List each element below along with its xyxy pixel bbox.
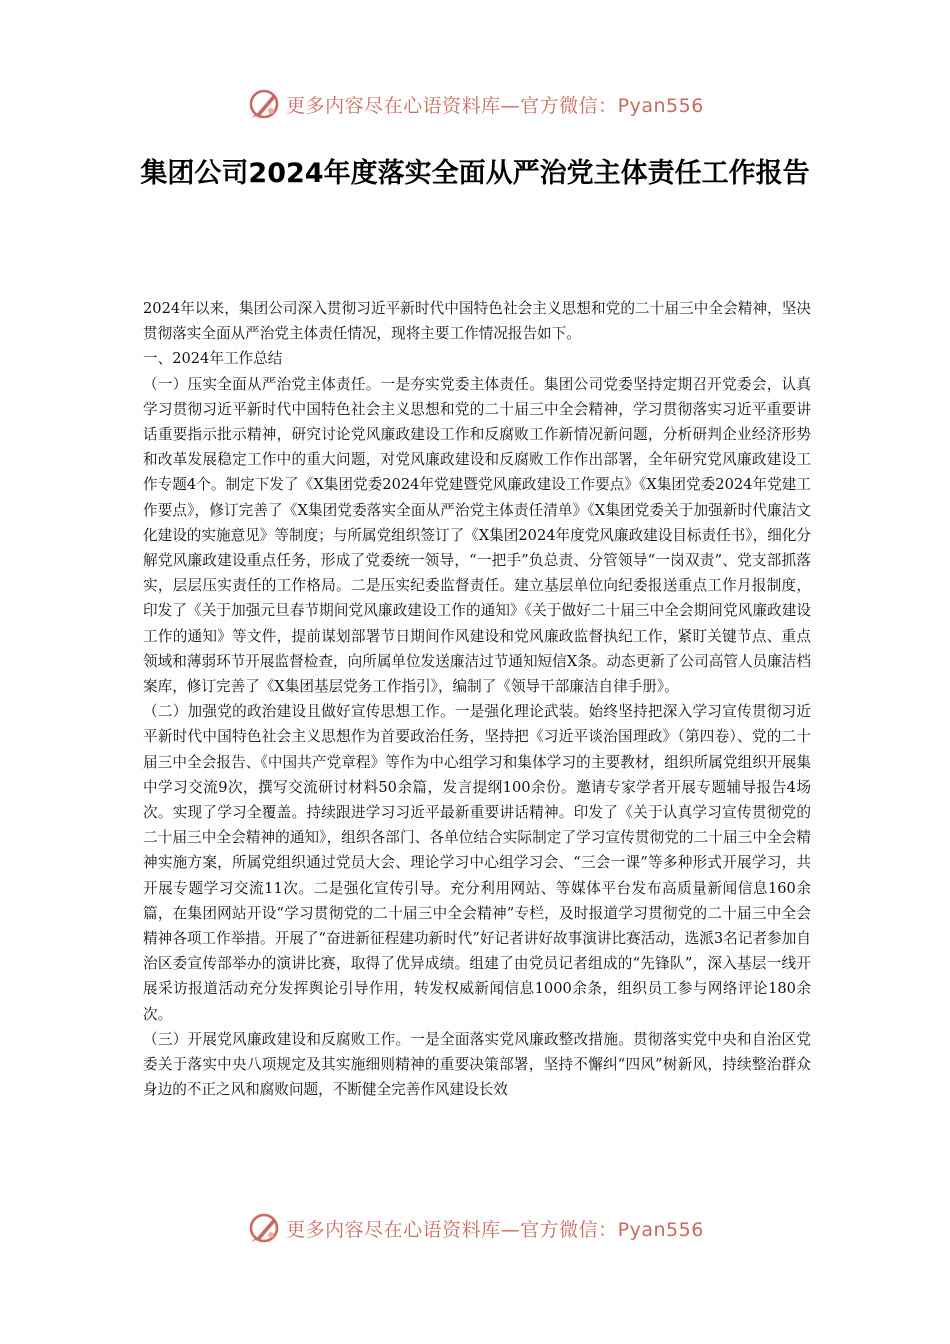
watermark-text: 更多内容尽在心语资料库—官方微信：Pyan556 xyxy=(286,1218,704,1241)
quill-pen-circle-logo xyxy=(246,86,282,122)
quill-pen-circle-logo xyxy=(246,1210,282,1246)
watermark-banner-top xyxy=(0,84,950,124)
document-body xyxy=(143,296,811,1103)
section-heading: 一、2024年工作总结 xyxy=(143,350,283,368)
intro-paragraph: 2024年以来，集团公司深入贯彻习近平新时代中国特色社会主义思想和党的二十届三中全会精神，坚决贯彻落实全面从严治党主体责任情况，现将主要工作情况报告如下。 xyxy=(143,300,811,343)
body-paragraph: （一）压实全面从严治党主体责任。一是夯实党委主体责任。集团公司党委坚持定期召开党委会，认真学习贯彻习近平新时代中国特色社会主义思想和党的二十届三中全会精神，学习贯彻落实习近平重要讲话重要指示批示精神，研究讨论党风廉政建设工作和反腐败工作新情况新问题，分析研判企业经济形势和改革发展稳定工作中的重大问题，对党风廉政建设和反腐败工作作出部署，全年研究党风廉政建设工作专题4个。制定下发了《X集团党委2024年党建暨党风廉政建设工作要点》《X集团党委2024年党建工作要点》，修订完善了《X集团党委落实全面从严治党主体责任清单》《X集团党委关于加强新时代廉洁文化建设的实施意见》等制度；与所属党组织签订了《X集团2024年度党风廉政建设目标责任书》，细化分解党风廉政建设重点任务，形成了党委统一领导，“一把手”负总责、分管领导“一岗双责”、党支部抓落实，层层压实责任的工作格局。二是压实纪委监督责任。建立基层单位向纪委报送重点工作月报制度，印发了《关于加强元旦春节期间党风廉政建设工作的通知》《关于做好二十届三中全会期间党风廉政建设工作的通知》等文件，提前谋划部署节日期间作风建设和党风廉政监督执纪工作，紧盯关键节点、重点领域和薄弱环节开展监督检查，向所属单位发送廉洁过节通知短信X条。动态更新了公司高管人员廉洁档案库，修订完善了《X集团基层党务工作指引》，编制了《领导干部廉洁自律手册》。 xyxy=(143,375,811,696)
watermark-banner-bottom xyxy=(0,1208,950,1248)
body-paragraph: （二）加强党的政治建设且做好宣传思想工作。一是强化理论武装。始终坚持把深入学习宣传贯彻习近平新时代中国特色社会主义思想作为首要政治任务，坚持把《习近平谈治国理政》（第四卷）、党的二十届三中全会报告、《中国共产党章程》等作为中心组学习和集体学习的主要教材，组织所属党组织开展集中学习交流9次，撰写交流研讨材料50余篇，发言提纲100余份。邀请专家学者开展专题辅导报告4场次。实现了学习全覆盖。持续跟进学习习近平最新重要讲话精神。印发了《关于认真学习宣传贯彻党的二十届三中全会精神的通知》，组织各部门、各单位结合实际制定了学习宣传贯彻党的二十届三中全会精神实施方案，所属党组织通过党员大会、理论学习中心组学习会、“三会一课”等多种形式开展学习，共开展专题学习交流11次。二是强化宣传引导。充分利用网站、等媒体平台发布高质量新闻信息160余篇，在集团网站开设“学习贯彻党的二十届三中全会精神”专栏，及时报道学习贯彻党的二十届三中全会精神各项工作举措。开展了“奋进新征程建功新时代”好记者讲好故事演讲比赛活动，选派3名记者参加自治区委宣传部举办的演讲比赛，取得了优异成绩。组建了由党员记者组成的“先锋队”，深入基层一线开展采访报道活动充分发挥舆论引导作用，转发权威新闻信息1000余条，组织员工参与网络评论180余次。 xyxy=(143,703,811,1023)
body-paragraph: （三）开展党风廉政建设和反腐败工作。一是全面落实党风廉政整改措施。贯彻落实党中央和自治区党委关于落实中央八项规定及其实施细则精神的重要决策部署，坚持不懈纠“四风”树新风，持续整治群众身边的不正之风和腐败问题，不断健全完善作风建设长效 xyxy=(143,1030,811,1099)
watermark-text: 更多内容尽在心语资料库—官方微信：Pyan556 xyxy=(286,94,704,117)
page-title: 集团公司2024年度落实全面从严治党主体责任工作报告 xyxy=(140,158,810,189)
